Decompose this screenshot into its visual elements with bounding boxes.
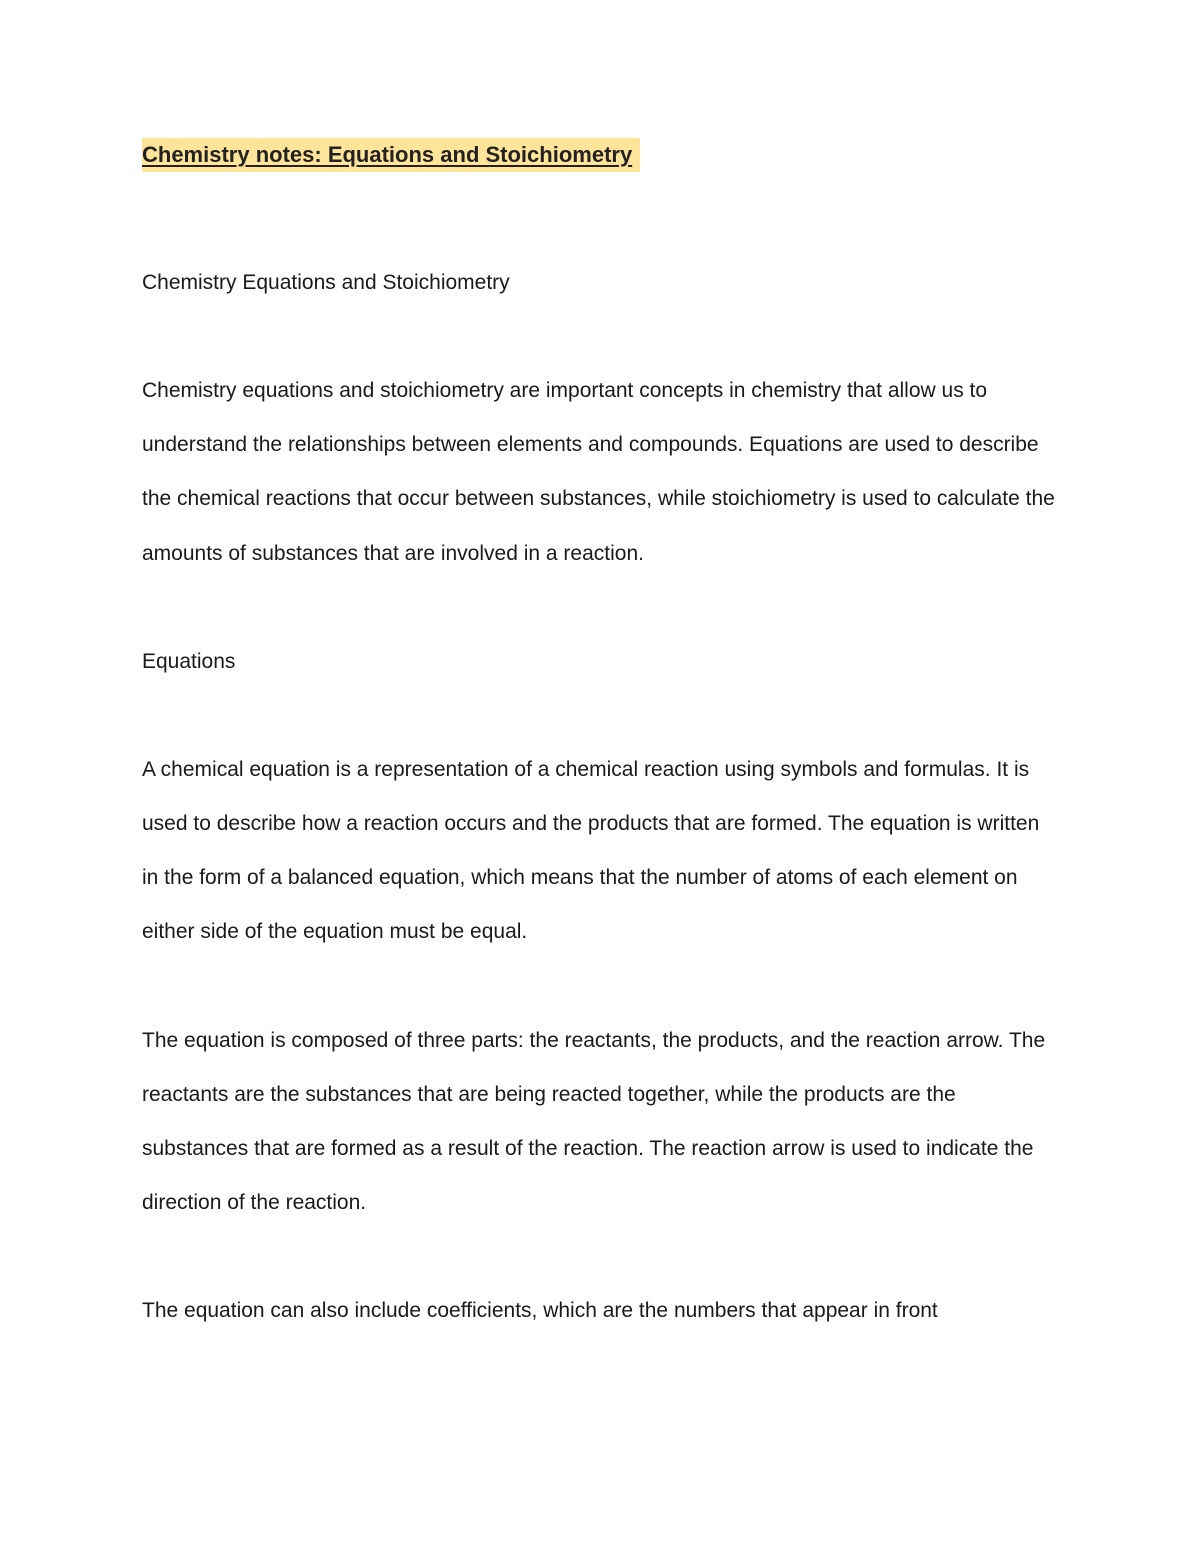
equations-paragraph-3: The equation can also include coefficients, which are the numbers that appear in front: [142, 1299, 938, 1323]
equations-paragraph-1: A chemical equation is a representation of a chemical reaction using symbols and formulas. It is used to describe how a reaction occurs and the products that are formed. The equation is written in the form of a balanced equation, which means that the number of atoms of each element on either side of the equation must be equal.: [142, 757, 1040, 944]
section-heading-equations: Equations: [142, 649, 236, 673]
equations-paragraph-2: The equation is composed of three parts: the reactants, the products, and the reaction arrow. The reactants are the substances that are being reacted together, while the products are the substances that are formed as a result of the reaction. The reaction arrow is used to indicate the direction of the reaction.: [142, 1028, 1046, 1215]
document-subtitle: Chemistry Equations and Stoichiometry: [142, 271, 510, 294]
document-title: Chemistry notes: Equations and Stoichiometry: [142, 138, 640, 172]
document-body: [142, 138, 1057, 1339]
intro-paragraph: Chemistry equations and stoichiometry are important concepts in chemistry that allow us to understand the relationships between elements and compounds. Equations are used to describe the chemical reactions that occur between substances, while stoichiometry is used to calculate the amounts of substances that are involved in a reaction.: [142, 379, 1055, 565]
